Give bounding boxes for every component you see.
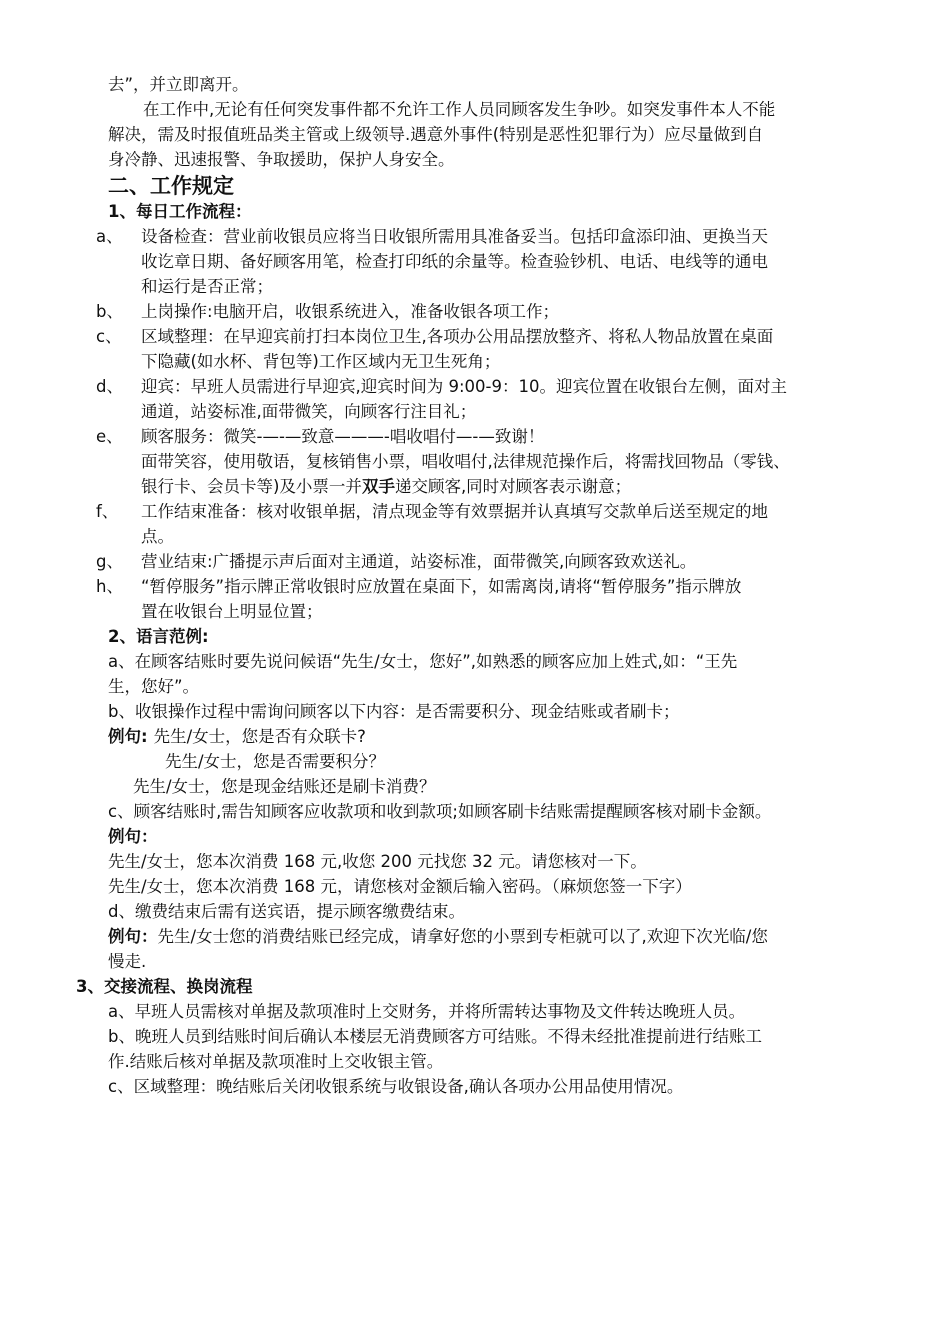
item-h-line-2: 置在收银台上明显位置； <box>141 602 323 621</box>
lang-c-example-1: 先生/女士，您本次消费 168 元,收您 200 元找您 32 元。请您核对一下。 <box>108 852 647 871</box>
item-c-marker: c、 <box>96 327 122 346</box>
item-h-marker: h、 <box>96 577 123 596</box>
example-label: 例句： <box>108 927 158 946</box>
handover-a-line-1: a、早班人员需核对单据及款项准时上交财务，并将所需转达事物及文件转达晚班人员。 <box>108 1002 746 1021</box>
lang-d-example-row <box>108 925 768 949</box>
item-e-line-3-part-3: 递交顾客,同时对顾客表示谢意； <box>394 477 632 496</box>
lang-d-line-1: d、缴费结束后需有送宾语，提示顾客缴费结束。 <box>108 902 465 921</box>
item-f-line-2: 点。 <box>141 527 174 546</box>
item-e-line-2: 面带笑容，使用敬语，复核销售小票，唱收唱付,法律规范操作后，将需找回物品（零钱、 <box>141 452 790 471</box>
lang-d-example-1: 先生/女士您的消费结账已经完成，请拿好您的小票到专柜就可以了,欢迎下次光临/您 <box>157 927 768 946</box>
example-sentence-2: 先生/女士，您是否需要积分？ <box>165 752 386 771</box>
item-g-marker: g、 <box>96 552 123 571</box>
intro-line-1: 去”，并立即离开。 <box>108 75 249 94</box>
item-b-line-1: 上岗操作:电脑开启，收银系统进入，准备收银各项工作； <box>141 302 560 321</box>
item-d-line-2: 通道，站姿标准,面带微笑，向顾客行注目礼； <box>141 402 477 421</box>
example-label: 例句： <box>108 827 158 846</box>
handover-b-line-1: b、晚班人员到结账时间后确认本楼层无消费顾客方可结账。不得未经批准提前进行结账工 <box>108 1027 762 1046</box>
lang-a-line-2: 生，您好”。 <box>108 677 200 696</box>
item-g-line-1: 营业结束:广播提示声后面对主通道，站姿标准，面带微笑,向顾客致欢送礼。 <box>141 552 697 571</box>
item-b-marker: b、 <box>96 302 123 321</box>
example-sentence-3: 先生/女士，您是现金结账还是刷卡消费？ <box>133 777 436 796</box>
lang-c-line-1: c、顾客结账时,需告知顾客应收款项和收到款项;如顾客刷卡结账需提醒顾客核对刷卡金额。 <box>108 802 772 821</box>
lang-example-row-1 <box>108 725 366 749</box>
intro-line-3: 解决，需及时报值班品类主管或上级领导.遇意外事件(特别是恶性犯罪行为）应尽量做到自 <box>108 125 764 144</box>
subsection-2-title: 2、语言范例: <box>108 627 209 646</box>
handover-c-line-1: c、区域整理：晚结账后关闭收银系统与收银设备,确认各项办公用品使用情况。 <box>108 1077 684 1096</box>
item-d-line-1: 迎宾：早班人员需进行早迎宾,迎宾时间为 9:00-9：10。迎宾位置在收银台左侧，面对主 <box>141 377 787 396</box>
section-2-title: 二、工作规定 <box>108 174 234 198</box>
subsection-1-title: 1、每日工作流程： <box>108 202 252 221</box>
example-sentence-1: 先生/女士，您是否有众联卡? <box>153 727 366 746</box>
item-e-marker: e、 <box>96 427 123 446</box>
item-a-line-3: 和运行是否正常； <box>141 277 273 296</box>
item-f-marker: f、 <box>96 502 119 521</box>
intro-line-4: 身冷静、迅速报警、争取援助，保护人身安全。 <box>108 150 455 169</box>
subsection-3-title: 3、交接流程、换岗流程 <box>76 977 253 996</box>
item-e-line-3 <box>141 475 631 499</box>
item-a-line-2: 收讫章日期、备好顾客用笔，检查打印纸的余量等。检查验钞机、电话、电线等的通电 <box>141 252 768 271</box>
item-c-line-2: 下隐藏(如水杯、背包等)工作区域内无卫生死角； <box>141 352 501 371</box>
intro-line-2: 在工作中,无论有任何突发事件都不允许工作人员同顾客发生争吵。如突发事件本人不能 <box>143 100 776 119</box>
handover-b-line-2: 作.结账后核对单据及款项准时上交收银主管。 <box>108 1052 444 1071</box>
lang-c-example-2: 先生/女士，您本次消费 168 元，请您核对金额后输入密码。（麻烦您签一下字） <box>108 877 692 896</box>
item-a-line-1: 设备检查：营业前收银员应将当日收银所需用具准备妥当。包括印盒添印油、更换当天 <box>141 227 768 246</box>
lang-d-example-2: 慢走. <box>108 952 147 971</box>
item-d-marker: d、 <box>96 377 123 396</box>
item-e-bold-both-hands: 双手 <box>361 477 395 496</box>
example-label: 例句: <box>108 727 148 746</box>
item-c-line-1: 区域整理：在早迎宾前打扫本岗位卫生,各项办公用品摆放整齐、将私人物品放置在桌面 <box>141 327 774 346</box>
lang-b-line-1: b、收银操作过程中需询问顾客以下内容：是否需要积分、现金结账或者刷卡； <box>108 702 680 721</box>
item-f-line-1: 工作结束准备：核对收银单据，清点现金等有效票据并认真填写交款单后送至规定的地 <box>141 502 768 521</box>
lang-a-line-1: a、在顾客结账时要先说问候语“先生/女士，您好”,如熟悉的顾客应加上姓式,如：“王先 <box>108 652 738 671</box>
item-a-marker: a、 <box>96 227 123 246</box>
item-h-line-1: “暂停服务”指示牌正常收银时应放置在桌面下，如需离岗,请将“暂停服务”指示牌放 <box>141 577 742 596</box>
item-e-line-1: 顾客服务：微笑-—-—致意———-唱收唱付—-—致谢！ <box>141 427 545 446</box>
item-e-line-3-part-1: 银行卡、会员卡等)及小票一并 <box>141 477 362 496</box>
